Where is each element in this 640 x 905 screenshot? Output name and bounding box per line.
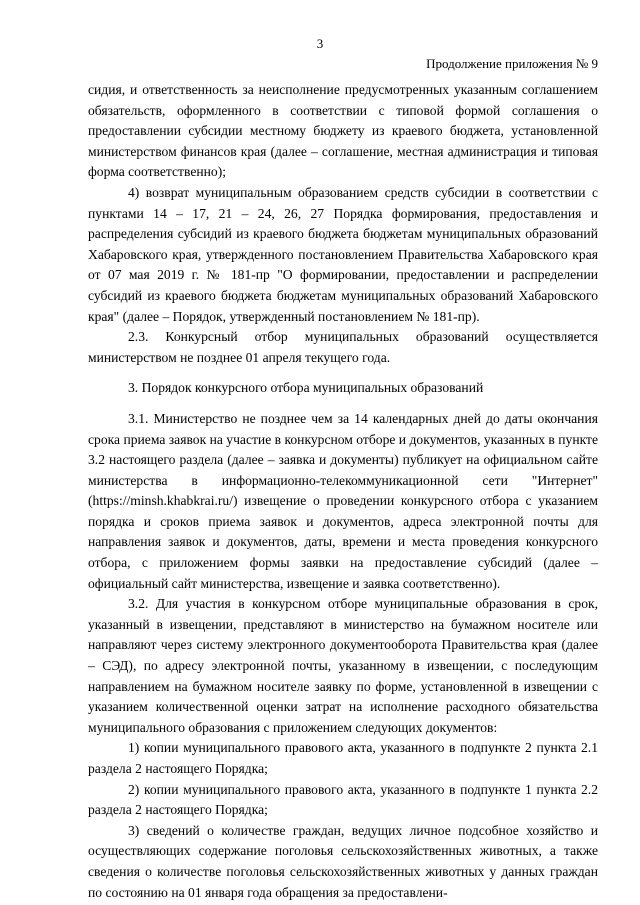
- list-item-3: 3) сведений о количестве граждан, ведущих личное подсобное хозяйство и осуществляющих содержание поголовья сельскохозяйственных животных, а также сведения о количестве поголовья сельскохозяйственных животных у данных граждан по состоянию на 01 января года обращения за предоставлени-: [88, 822, 598, 900]
- paragraph-continuation: сидия, и ответственность за неисполнение предусмотренных указанным соглашением обязательств, оформленного в соответствии с типовой формой соглашения о предоставлении субсидии местному бюджету из краевого бюджета, установленной министерством финансов края (далее – соглашение, местная администрация и типовая форма соответственно);: [88, 82, 598, 180]
- paragraph-3-2: 3.2. Для участия в конкурсном отборе муниципальные образования в срок, указанный в извещении, представляют в министерство на бумажном носителе или направляют через систему электронного документооборота Правительства края (далее – СЭД), по адресу электронной почты, указанному в извещении, с последующим направлением на бумажном носителе заявку по форме, установленной в извещении с указанием количественной оценки затрат на исполнение расходного обязательства муниципального образования с приложением следующих документов:: [88, 596, 598, 735]
- document-body: [88, 80, 598, 903]
- paragraph-2-3: 2.3. Конкурсный отбор муниципальных образований осуществляется министерством не позднее 01 апреля текущего года.: [88, 329, 598, 365]
- paragraph-3-1: 3.1. Министерство не позднее чем за 14 календарных дней до даты окончания срока приема заявок на участие в конкурсном отборе и документов, указанных в пункте 3.2 настоящего раздела (далее – заявка и документы) публикует на официальном сайте министерства в информационно-телекоммуникационной сети "Интернет" (https://minsh.khabkrai.ru/) извещение о проведении конкурсного отбора с указанием порядка и сроков приема заявок и документов, адреса электронной почты для направления заявок и документов, даты, времени и места проведения конкурсного отбора, с приложением формы заявки на предоставление субсидий (далее – официальный сайт министерства, извещение и заявка соответственно).: [88, 410, 598, 591]
- list-item-1: 1) копии муниципального правового акта, указанного в подпункте 2 пункта 2.1 раздела 2 настоящего Порядка;: [88, 740, 598, 776]
- section-heading: 3. Порядок конкурсного отбора муниципальных образований: [128, 380, 484, 396]
- list-item-2: 2) копии муниципального правового акта, указанного в подпункте 1 пункта 2.2 раздела 2 настоящего Порядка;: [88, 781, 598, 818]
- page-number: 3: [316, 36, 324, 51]
- running-head: Продолжение приложения № 9: [426, 56, 598, 71]
- paragraph-item-4: 4) возврат муниципальным образованием средств субсидии в соответствии с пунктами 14 – 17, 21 – 24, 26, 27 Порядка формирования, предоставления и распределения субсидий из краевого бюджета бюджетам муниципальных образований Хабаровского края, утвержденного постановлением Правительства Хабаровского края от 07 мая 2019 г. № 181-пр "О формировании, предоставлении и распределении субсидий из краевого бюджета бюджетам муниципальных образований Хабаровского края" (далее – Порядок, утвержденный постановлением № 181-пр).: [88, 184, 598, 324]
